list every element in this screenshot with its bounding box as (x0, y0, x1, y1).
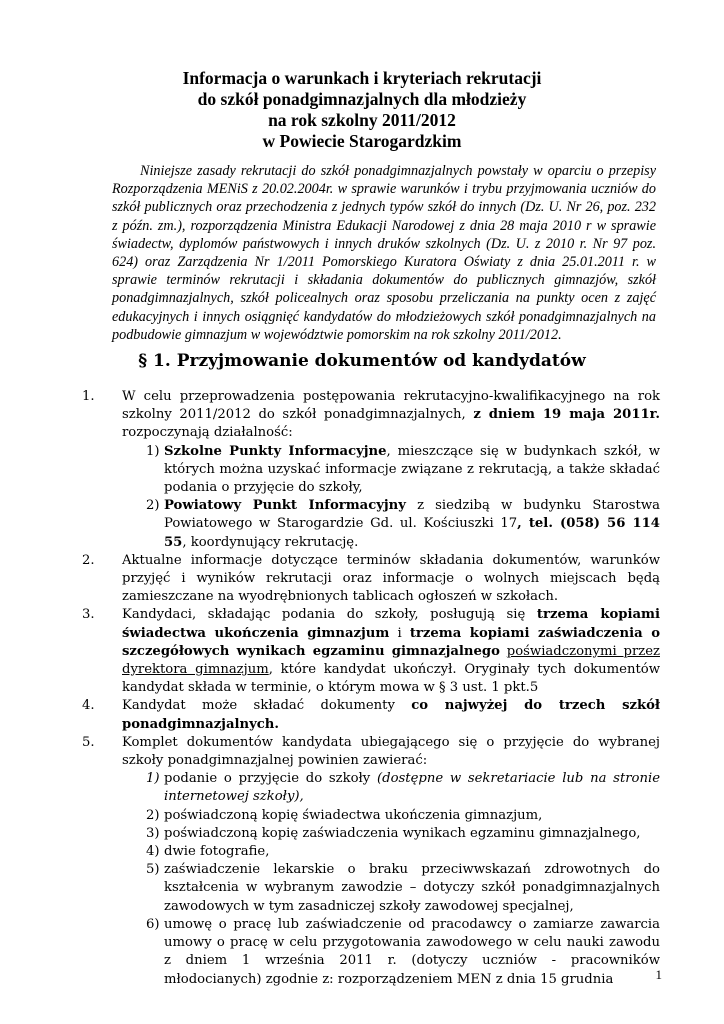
section-heading: § 1. Przyjmowanie dokumentów od kandydatów (138, 351, 586, 371)
item-text (500, 644, 507, 659)
item-underlined: poświadczonymi przez dyrektora gimnazjum (122, 643, 660, 678)
sub-item-text: umowę o pracę lub zaświadczenie od pracodawcy o zamiarze zawarcia umowy o pracę w celu przygotowania zawodowego w celu nauki zawodu z dniem 1 września 2011 r. (dotyczy uczniów - pracowników młodocianych) zgodnie z: rozporządzeniem MEN z dnia 15 grudnia (164, 916, 660, 987)
document-title (0, 68, 724, 152)
title-line-3: na rok szkolny 2011/2012 (268, 110, 456, 130)
sub-item-text: z siedzibą w budynku Starostwa Powiatowego w Starogardzie Gd. ul. Kościuszki 17 (164, 498, 660, 532)
item-text: Komplet dokumentów kandydata ubiegającego się o przyjęcie do wybranej szkoły ponadgimnazjalnej powinien zawierać: (122, 734, 660, 769)
sub-item-1 (122, 770, 660, 806)
item-text: i (389, 625, 410, 641)
title-line-1: Informacja o warunkach i kryteriach rekrutacji (182, 68, 542, 88)
list-number: 3. (82, 607, 95, 623)
list-number: 1. (82, 389, 95, 404)
sub-item-6 (122, 916, 660, 989)
list-item-3 (82, 606, 660, 697)
sub-number: 4) (146, 844, 160, 860)
sub-item-phone: , tel. (058) 56 114 55 (164, 516, 660, 550)
sub-item-4 (122, 843, 660, 861)
sub-item-text: , koordynujący rekrutację. (182, 534, 359, 550)
sub-item-text: poświadczoną kopię świadectwa ukończenia gimnazjum, (164, 807, 543, 823)
sub-item-note: (dostępne w sekretariacie lub na stronie internetowej szkoły), (164, 771, 661, 805)
list-item-1 (82, 388, 660, 552)
sub-list (122, 770, 660, 988)
item-bold: co najwyżej do trzech szkół ponadgimnazjalnych. (122, 698, 660, 732)
sub-item-text: dwie fotografie, (164, 844, 270, 860)
sub-number: 2) (146, 807, 160, 823)
sub-list (122, 443, 660, 552)
requirements-list (82, 388, 660, 989)
sub-item-text: podanie o przyjęcie do szkoły (164, 771, 377, 787)
item-bold: trzema kopiami świadectwa ukończenia gimnazjum (122, 607, 661, 641)
sub-item-text: poświadczoną kopię zaświadczenia wynikach egzaminu gimnazjalnego, (164, 825, 641, 841)
sub-number: 2) (146, 498, 160, 514)
sub-number: 3) (146, 825, 160, 841)
item-text: W celu przeprowadzenia postępowania rekrutacyjno-kwalifikacyjnego na rok szkolny 2011/2012 do szkół ponadgimnazjalnych, (122, 389, 660, 423)
list-number: 2. (82, 552, 95, 568)
item-text: Aktualne informacje dotyczące terminów składania dokumentów, warunków przyjęć i wyników rekrutacji oraz informacje o wolnych miejscach będą zamieszczane na wyodrębnionych tablicach ogłoszeń w szkołach. (122, 552, 660, 605)
item-bold-date: z dniem 19 maja 2011r. (473, 407, 660, 423)
sub-number: 6) (146, 916, 160, 932)
sub-item-3 (122, 825, 660, 843)
sub-item-text: , mieszczące się w budynkach szkół, w których można uzyskać informacje związane z rekrutacją, a także składać podania o przyjęcie do szkoły, (164, 443, 660, 496)
title-line-4: w Powiecie Starogardzkim (262, 131, 462, 151)
item-text: rozpoczynają działalność: (122, 425, 293, 441)
sub-item-text: zaświadczenie lekarskie o braku przeciwwskazań zdrowotnych do kształcenia w wybranym zawodzie – dotyczy szkół ponadgimnazjalnych zawodowych w tym zasadniczej szkoły zawodowej specjalnej, (164, 862, 660, 914)
sub-item-bold: Szkolne Punkty Informacyjne (164, 443, 387, 459)
sub-number: 1) (146, 443, 160, 459)
sub-item-2 (122, 497, 660, 552)
list-item-5 (82, 734, 660, 989)
item-text: Kandydat może składać dokumenty (122, 698, 412, 714)
list-item-4 (82, 697, 660, 733)
intro-paragraph: Niniejsze zasady rekrutacji do szkół ponadgimnazjalnych powstały w oparciu o przepisy Rozporządzenia MENiS z 20.02.2004r. w sprawie warunków i trybu przyjmowania uczniów do szkół publicznych oraz przechodzenia z jednych typów szkół do innych (Dz. U. Nr 26, poz. 232 z późn. zm.), rozporządzenia Ministra Edukacji Narodowej z dnia 28 maja 2010 r w sprawie świadectw, dyplomów państwowych i innych druków szkolnych (Dz. U. z 2010 r. Nr 97 poz. 624) oraz Zarządzenia Nr 1/2011 Pomorskiego Kuratora Oświaty z dnia 25.01.2011 r. w sprawie terminów rekrutacji i składania dokumentów do publicznych gimnazjów, szkół ponadgimnazjalnych, szkół policealnych oraz sposobu przeliczania na punkty ocen z zajęć edukacyjnych i innych osiągnięć kandydatów do młodzieżowych szkół ponadgimnazjalnych na podbudowie gimnazjum w województwie pomorskim na rok szkolny 2011/2012. (112, 163, 656, 343)
sub-item-1 (122, 443, 660, 498)
item-text: , które kandydat ukończył. Oryginały tych dokumentów kandydat składa w terminie, o którym mowa w § 3 ust. 1 pkt.5 (122, 662, 660, 696)
title-line-2: do szkół ponadgimnazjalnych dla młodzieży (197, 89, 527, 109)
sub-item-5 (122, 861, 660, 916)
sub-number: 5) (146, 862, 160, 878)
list-item-2 (82, 552, 660, 607)
item-text: Kandydaci, składając podania do szkoły, posługują się (122, 607, 537, 623)
page-number: 1 (655, 967, 662, 982)
list-number: 4. (82, 698, 95, 714)
item-bold: trzema kopiami zaświadczenia o szczegółowych wynikach egzaminu gimnazjalnego (122, 625, 660, 659)
sub-number: 1) (146, 771, 160, 787)
sub-item-2 (122, 807, 660, 825)
sub-item-bold: Powiatowy Punkt Informacyjny (164, 498, 406, 514)
list-number: 5. (82, 734, 95, 750)
